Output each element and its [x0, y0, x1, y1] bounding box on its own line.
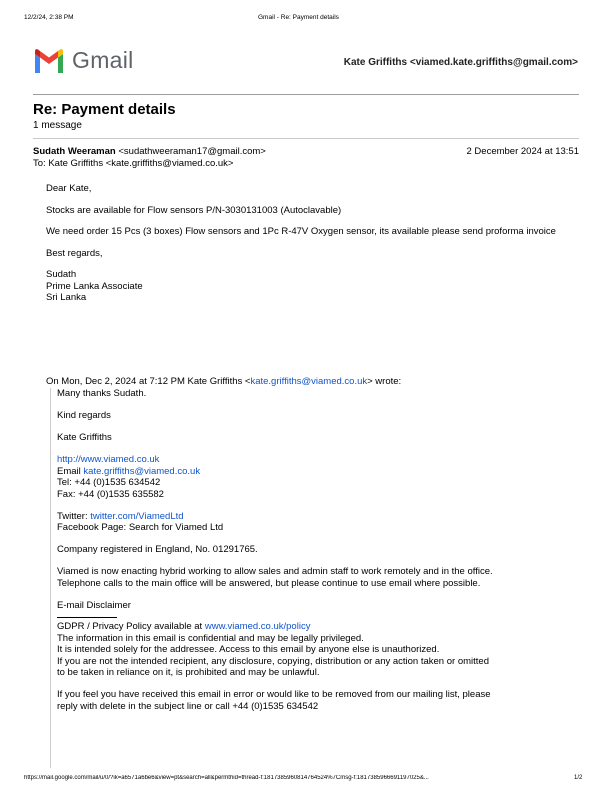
disclaimer-line-1: The information in this email is confidential and may be legally privileged.	[57, 632, 364, 644]
message-body	[46, 183, 576, 304]
fax: Fax: +44 (0)1535 635582	[57, 488, 164, 500]
disclaimer-line-2: It is intended solely for the addressee. Access to this email by anyone else is unauthorized.	[57, 644, 440, 655]
sender-name: Sudath Weeraman	[33, 146, 116, 157]
body-line-stock: Stocks are available for Flow sensors P/N-3030131003 (Autoclavable)	[46, 204, 342, 216]
quoted-message	[50, 388, 607, 768]
body-line-order: We need order 15 Pcs (3 boxes) Flow sensors and 1Pc R-47V Oxygen sensor, its available please send proforma invoice	[46, 226, 556, 237]
sender-email: <sudathweeraman17@gmail.com>	[118, 146, 266, 157]
attribution-prefix: On Mon, Dec 2, 2024 at 7:12 PM Kate Griffiths <	[46, 376, 251, 387]
quote-thanks: Many thanks Sudath.	[57, 388, 147, 399]
hybrid-line-1: Viamed is now enacting hybrid working to allow sales and admin staff to work remotely and in the office.	[57, 566, 493, 577]
attribution-suffix: > wrote:	[367, 376, 402, 387]
sender	[33, 146, 266, 157]
removal-line-1: If you feel you have received this email in error or would like to be removed from our mailing list, please	[57, 689, 491, 700]
facebook: Facebook Page: Search for Viamed Ltd	[57, 522, 224, 533]
page-number: 1/2	[574, 775, 583, 781]
removal-line-2: reply with delete in the subject line or call +44 (0)1535 634542	[57, 700, 319, 712]
print-page-title: Gmail - Re: Payment details	[258, 14, 339, 21]
gmail-m-icon	[33, 48, 65, 73]
closing: Best regards,	[46, 247, 103, 259]
email-label: Email	[57, 465, 84, 477]
contact-block	[57, 454, 607, 500]
company-registration: Company registered in England, No. 01291765.	[57, 544, 258, 555]
to-label: To:	[33, 158, 46, 169]
print-url: https://mail.google.com/mail/u/0/?ik=a6571a6be6&view=pt&search=all&permthid=thread-f:1817385960814764524%7Cmsg-f:1817385966691197025&...	[24, 775, 429, 781]
quote-name: Kate Griffiths	[57, 432, 112, 443]
signature	[46, 269, 576, 304]
print-datetime: 12/2/24, 2:38 PM	[24, 14, 74, 21]
message-date: 2 December 2024 at 13:51	[466, 146, 579, 157]
twitter-label: Twitter:	[57, 510, 91, 522]
email-link[interactable]: kate.griffiths@viamed.co.uk	[83, 465, 201, 477]
attribution-email-link[interactable]: kate.griffiths@viamed.co.uk	[250, 376, 368, 387]
thread-subject: Re: Payment details	[33, 101, 176, 118]
tel: Tel: +44 (0)1535 634542	[57, 477, 161, 488]
website-link[interactable]: http://www.viamed.co.uk	[57, 454, 160, 465]
policy-link[interactable]: www.viamed.co.uk/policy	[204, 621, 311, 632]
twitter-link[interactable]: twitter.com/ViamedLtd	[90, 510, 184, 522]
sig-name: Sudath	[46, 269, 77, 280]
hybrid-line-2: Telephone calls to the main office will be answered, but please continue to use email where possible.	[57, 577, 481, 589]
message-count: 1 message	[33, 120, 82, 131]
account-identity: Kate Griffiths <viamed.kate.griffiths@gmail.com>	[343, 57, 578, 68]
removal-notice	[57, 689, 607, 712]
header-divider	[33, 94, 579, 95]
gdpr-prefix: GDPR / Privacy Policy available at	[57, 621, 205, 632]
sig-company: Prime Lanka Associate	[46, 280, 143, 292]
quote-attribution	[46, 376, 401, 387]
subject-divider	[33, 138, 579, 139]
social-block	[57, 511, 607, 534]
greeting: Dear Kate,	[46, 183, 92, 194]
disclaimer-separator	[57, 617, 117, 618]
disclaimer-title: E-mail Disclaimer	[57, 599, 131, 611]
recipient-value: Kate Griffiths <kate.griffiths@viamed.co.uk>	[48, 158, 234, 169]
disclaimer-line-3: If you are not the intended recipient, any disclosure, copying, distribution or any action taken or omitted	[57, 655, 489, 667]
quote-regards: Kind regards	[57, 410, 111, 421]
print-header	[0, 14, 612, 26]
hybrid-notice	[57, 566, 607, 589]
recipient	[33, 158, 233, 169]
gmail-wordmark: Gmail	[72, 47, 134, 73]
sig-country: Sri Lanka	[46, 292, 87, 303]
disclaimer-line-4: to be taken in reliance on it, is prohibited and may be unlawful.	[57, 667, 320, 678]
gmail-logo	[33, 47, 134, 74]
disclaimer-block	[57, 621, 607, 679]
